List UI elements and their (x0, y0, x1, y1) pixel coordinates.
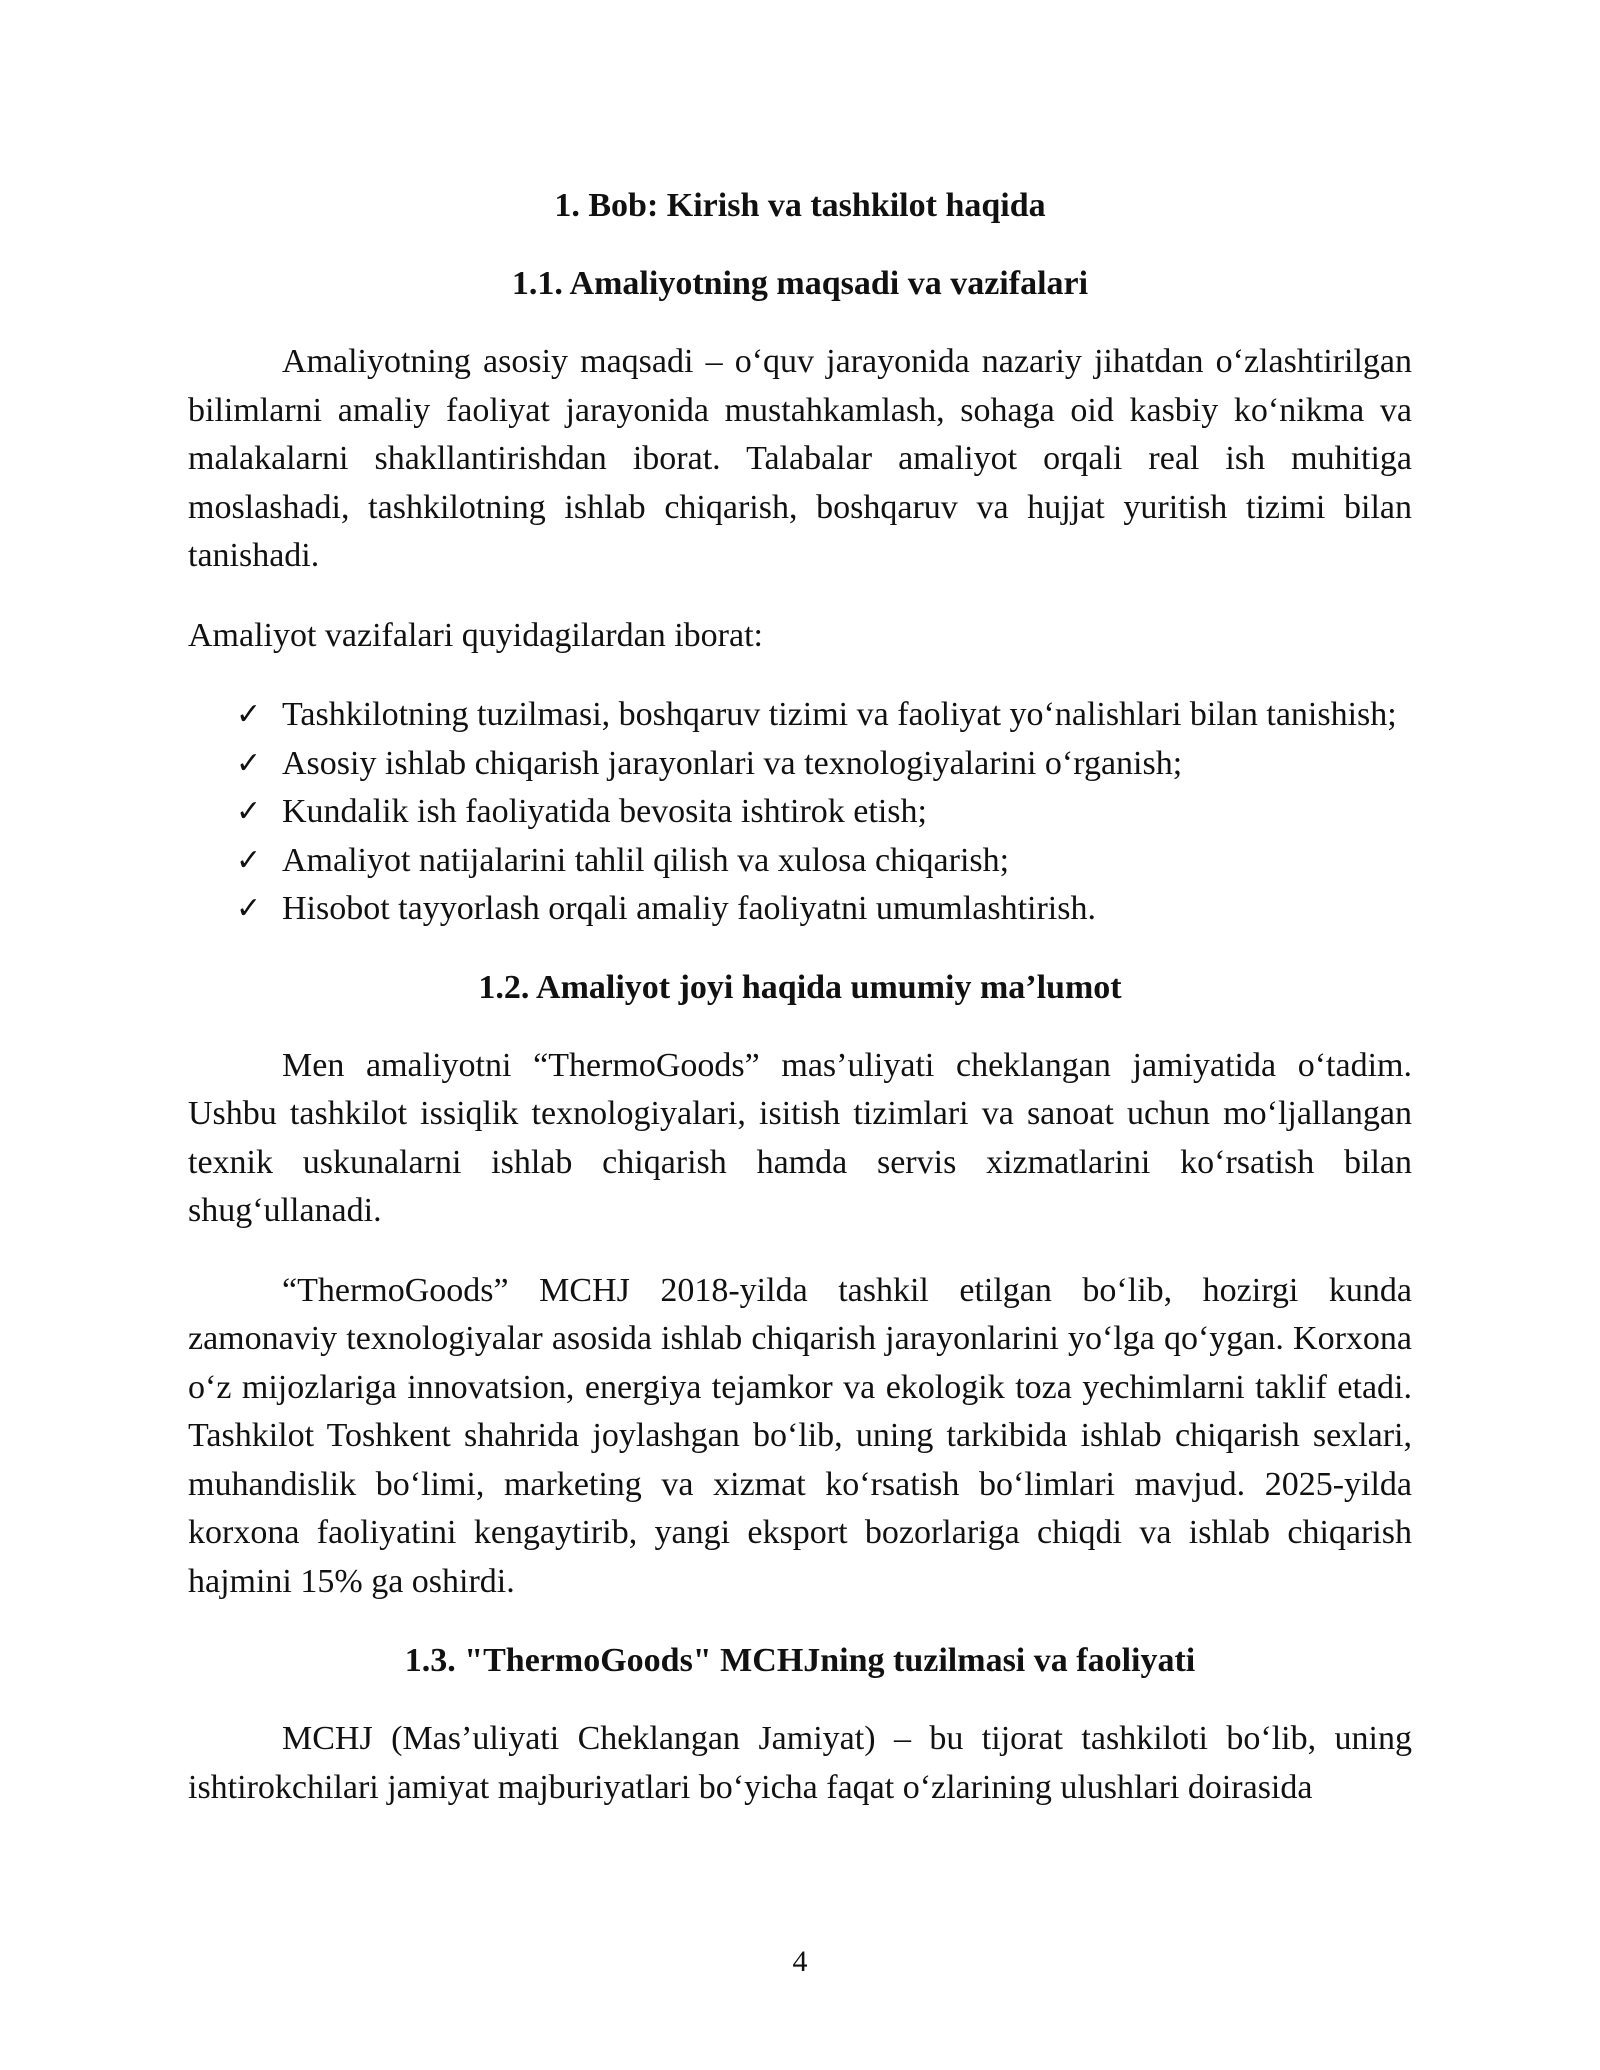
section-1-3-title: 1.3. "ThermoGoods" MCHJning tuzilmasi va faoliyati (404, 1642, 1196, 1679)
checkmark-icon: ✓ (236, 891, 262, 926)
list-item (188, 691, 1412, 740)
checkmark-icon: ✓ (236, 697, 262, 732)
task-text: Tashkilotning tuzilmasi, boshqaruv tizimi va faoliyat yoʻnalishlari bilan tanishish; (282, 696, 1397, 733)
list-item (188, 885, 1412, 934)
section-1-1-paragraph: Amaliyotning asosiy maqsadi – oʻquv jarayonida nazariy jihatdan oʻzlashtirilgan bilimlarni amaliy faoliyat jarayonida mustahkamlash, sohaga oid kasbiy koʻnikma va malakalarni shakllantirishdan iborat. Talabalar amaliyot orqali real ish muhitiga moslashadi, tashkilotning ishlab chiqarish, boshqaruv va hujjat yuritish tizimi bilan tanishadi. (188, 343, 1412, 574)
section-1-2-paragraph-2: “ThermoGoods” MCHJ 2018-yilda tashkil etilgan boʻlib, hozirgi kunda zamonaviy texnologiyalar asosida ishlab chiqarish jarayonlarini yoʻlga qoʻygan. Korxona oʻz mijozlariga innovatsion, energiya tejamkor va ekologik toza yechimlarni taklif etadi. Tashkilot Toshkent shahrida joylashgan boʻlib, uning tarkibida ishlab chiqarish sexlari, muhandislik boʻlimi, marketing va xizmat koʻrsatish boʻlimlari mavjud. 2025-yilda korxona faoliyatini kengaytirib, yangi eksport bozorlariga chiqdi va ishlab chiqarish hajmini 15% ga oshirdi. (188, 1271, 1412, 1600)
list-item (188, 740, 1412, 789)
checkmark-icon: ✓ (236, 842, 262, 878)
section-1-3-paragraph: MCHJ (Mas’uliyati Cheklangan Jamiyat) – bu tijorat tashkiloti boʻlib, uning ishtirokchilari jamiyat majburiyatlari boʻyicha faqat oʻzlarining ulushlari doirasida (188, 1720, 1412, 1806)
task-text: Kundalik ish faoliyatida bevosita ishtirok etish; (282, 793, 927, 830)
page-content (188, 182, 1412, 1843)
list-item (188, 788, 1412, 837)
task-text: Asosiy ishlab chiqarish jarayonlari va texnologiyalarini oʻrganish; (282, 744, 1183, 782)
task-text: Amaliyot natijalarini tahlil qilish va xulosa chiqarish; (282, 841, 1010, 879)
chapter-title: 1. Bob: Kirish va tashkilot haqida (554, 187, 1046, 224)
list-item (188, 837, 1412, 886)
page-number: 4 (792, 1945, 808, 1978)
checkmark-icon: ✓ (236, 745, 262, 781)
task-text: Hisobot tayyorlash orqali amaliy faoliyatni umumlashtirish. (282, 890, 1096, 927)
section-1-2-title: 1.2. Amaliyot joyi haqida umumiy ma’lumot (478, 968, 1122, 1006)
tasks-intro: Amaliyot vazifalari quyidagilardan iborat: (188, 616, 763, 654)
section-1-1-title: 1.1. Amaliyotning maqsadi va vazifalari (511, 265, 1089, 302)
checkmark-icon: ✓ (236, 794, 262, 829)
tasks-checklist (188, 691, 1412, 934)
section-1-2-paragraph-1: Men amaliyotni “ThermoGoods” mas’uliyati cheklangan jamiyatida oʻtadim. Ushbu tashkilot issiqlik texnologiyalari, isitish tizimlari va sanoat uchun moʻljallangan texnik uskunalarni ishlab chiqarish hamda servis xizmatlarini koʻrsatish bilan shugʻullanadi. (188, 1046, 1412, 1229)
